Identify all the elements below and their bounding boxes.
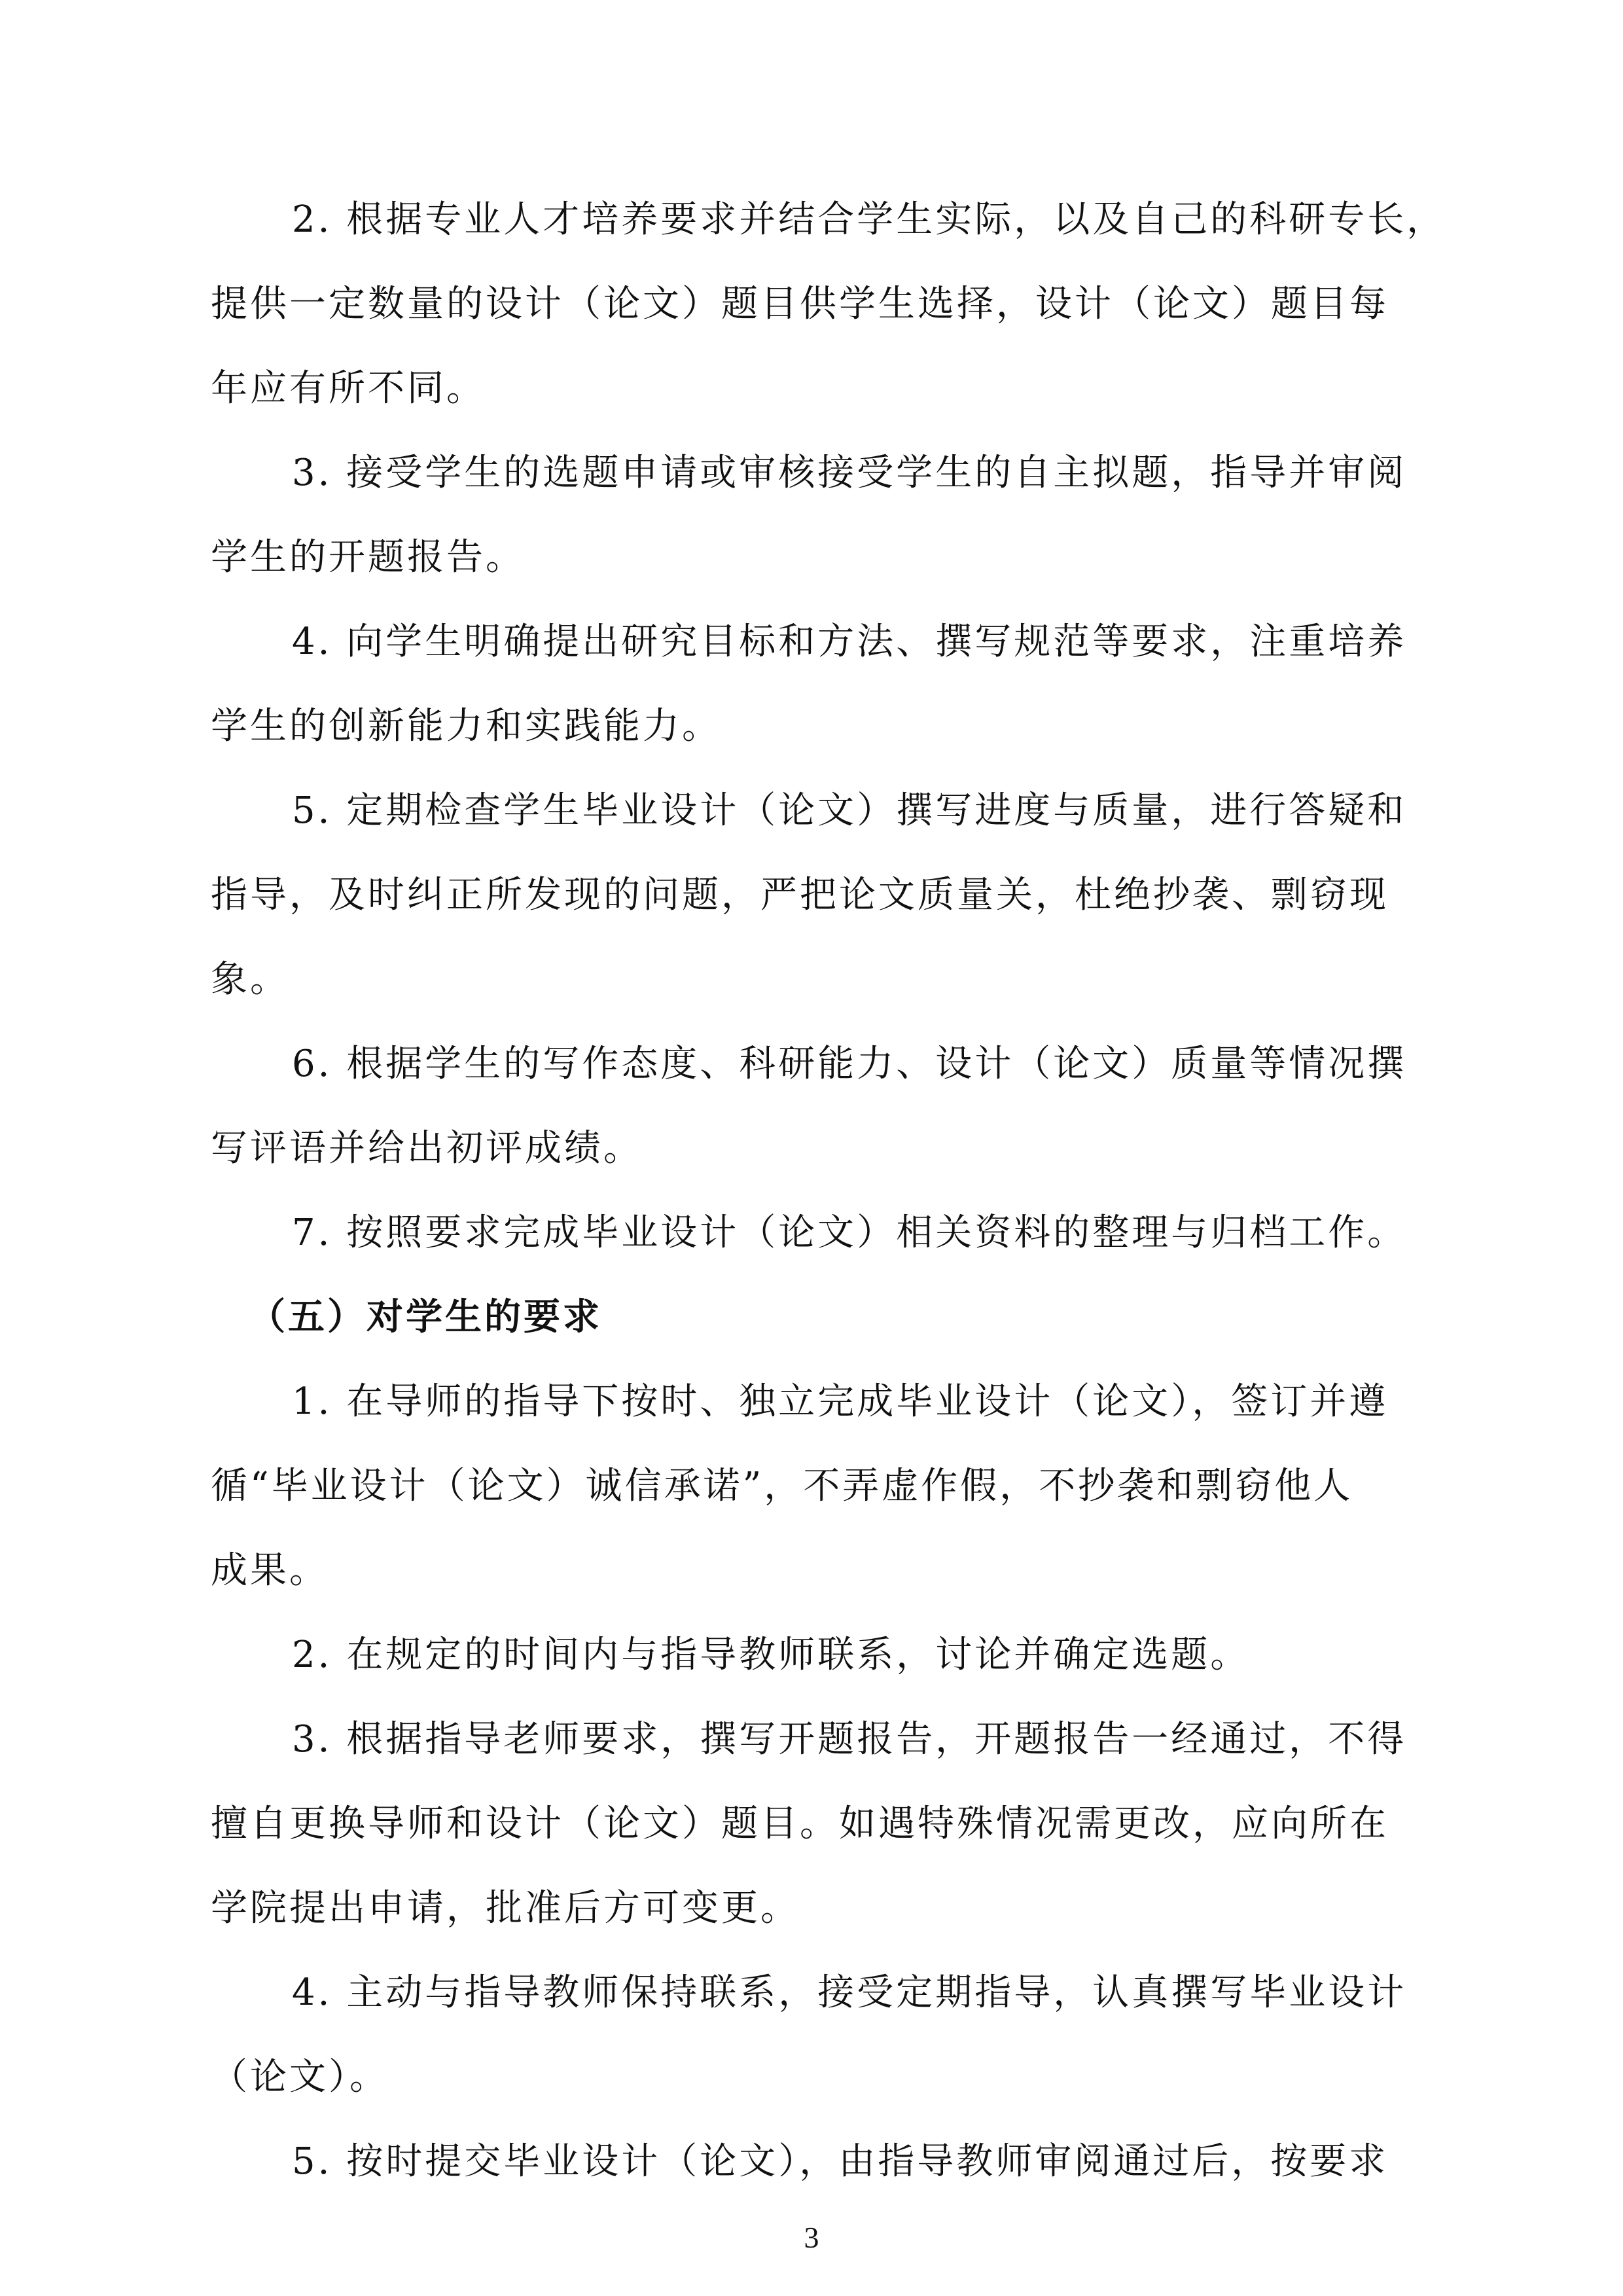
- paragraph-4-line-2: 学生的创新能力和实践能力。: [211, 705, 721, 747]
- student-item-1-line-3: 成果。: [211, 1549, 329, 1592]
- page-number: 3: [804, 2221, 819, 2254]
- section-heading: （五）对学生的要求: [249, 1296, 602, 1338]
- paragraph-3-line-1: 3. 接受学生的选题申请或审核接受学生的自主拟题，指导并审阅: [292, 452, 1407, 494]
- student-item-3-line-3: 学院提出申请，批准后方可变更。: [211, 1887, 800, 1929]
- student-item-3-line-1: 3. 根据指导老师要求，撰写开题报告，开题报告一经通过，不得: [292, 1718, 1407, 1761]
- student-item-4-line-2: （论文）。: [211, 2056, 389, 2098]
- student-item-2-line-1: 2. 在规定的时间内与指导教师联系，讨论并确定选题。: [292, 1634, 1250, 1676]
- student-item-5-line-1: 5. 按时提交毕业设计（论文），由指导教师审阅通过后，按要求: [292, 2140, 1389, 2183]
- paragraph-5-line-1: 5. 定期检查学生毕业设计（论文）撰写进度与质量，进行答疑和: [292, 789, 1407, 832]
- student-item-1-line-1: 1. 在导师的指导下按时、独立完成毕业设计（论文），签订并遵: [292, 1380, 1389, 1423]
- paragraph-2-line-2: 提供一定数量的设计（论文）题目供学生选择，设计（论文）题目每: [211, 283, 1389, 325]
- student-item-1-line-2: 循“毕业设计（论文）诚信承诺”，不弄虚作假，不抄袭和剽窃他人: [211, 1465, 1353, 1507]
- paragraph-5-line-2: 指导，及时纠正所发现的问题，严把论文质量关，杜绝抄袭、剽窃现: [211, 874, 1389, 916]
- paragraph-2-line-3: 年应有所不同。: [211, 367, 486, 410]
- paragraph-7-line-1: 7. 按照要求完成毕业设计（论文）相关资料的整理与归档工作。: [292, 1211, 1407, 1254]
- student-item-4-line-1: 4. 主动与指导教师保持联系，接受定期指导，认真撰写毕业设计: [292, 1971, 1407, 2014]
- student-item-3-line-2: 擅自更换导师和设计（论文）题目。如遇特殊情况需更改，应向所在: [211, 1803, 1389, 1845]
- paragraph-5-line-3: 象。: [211, 958, 289, 1001]
- paragraph-6-line-1: 6. 根据学生的写作态度、科研能力、设计（论文）质量等情况撰: [292, 1043, 1407, 1085]
- paragraph-4-line-1: 4. 向学生明确提出研究目标和方法、撰写规范等要求，注重培养: [292, 620, 1407, 663]
- paragraph-3-line-2: 学生的开题报告。: [211, 536, 525, 579]
- paragraph-2-line-1: 2. 根据专业人才培养要求并结合学生实际，以及自己的科研专长，: [292, 198, 1446, 241]
- paragraph-6-line-2: 写评语并给出初评成绩。: [211, 1127, 643, 1170]
